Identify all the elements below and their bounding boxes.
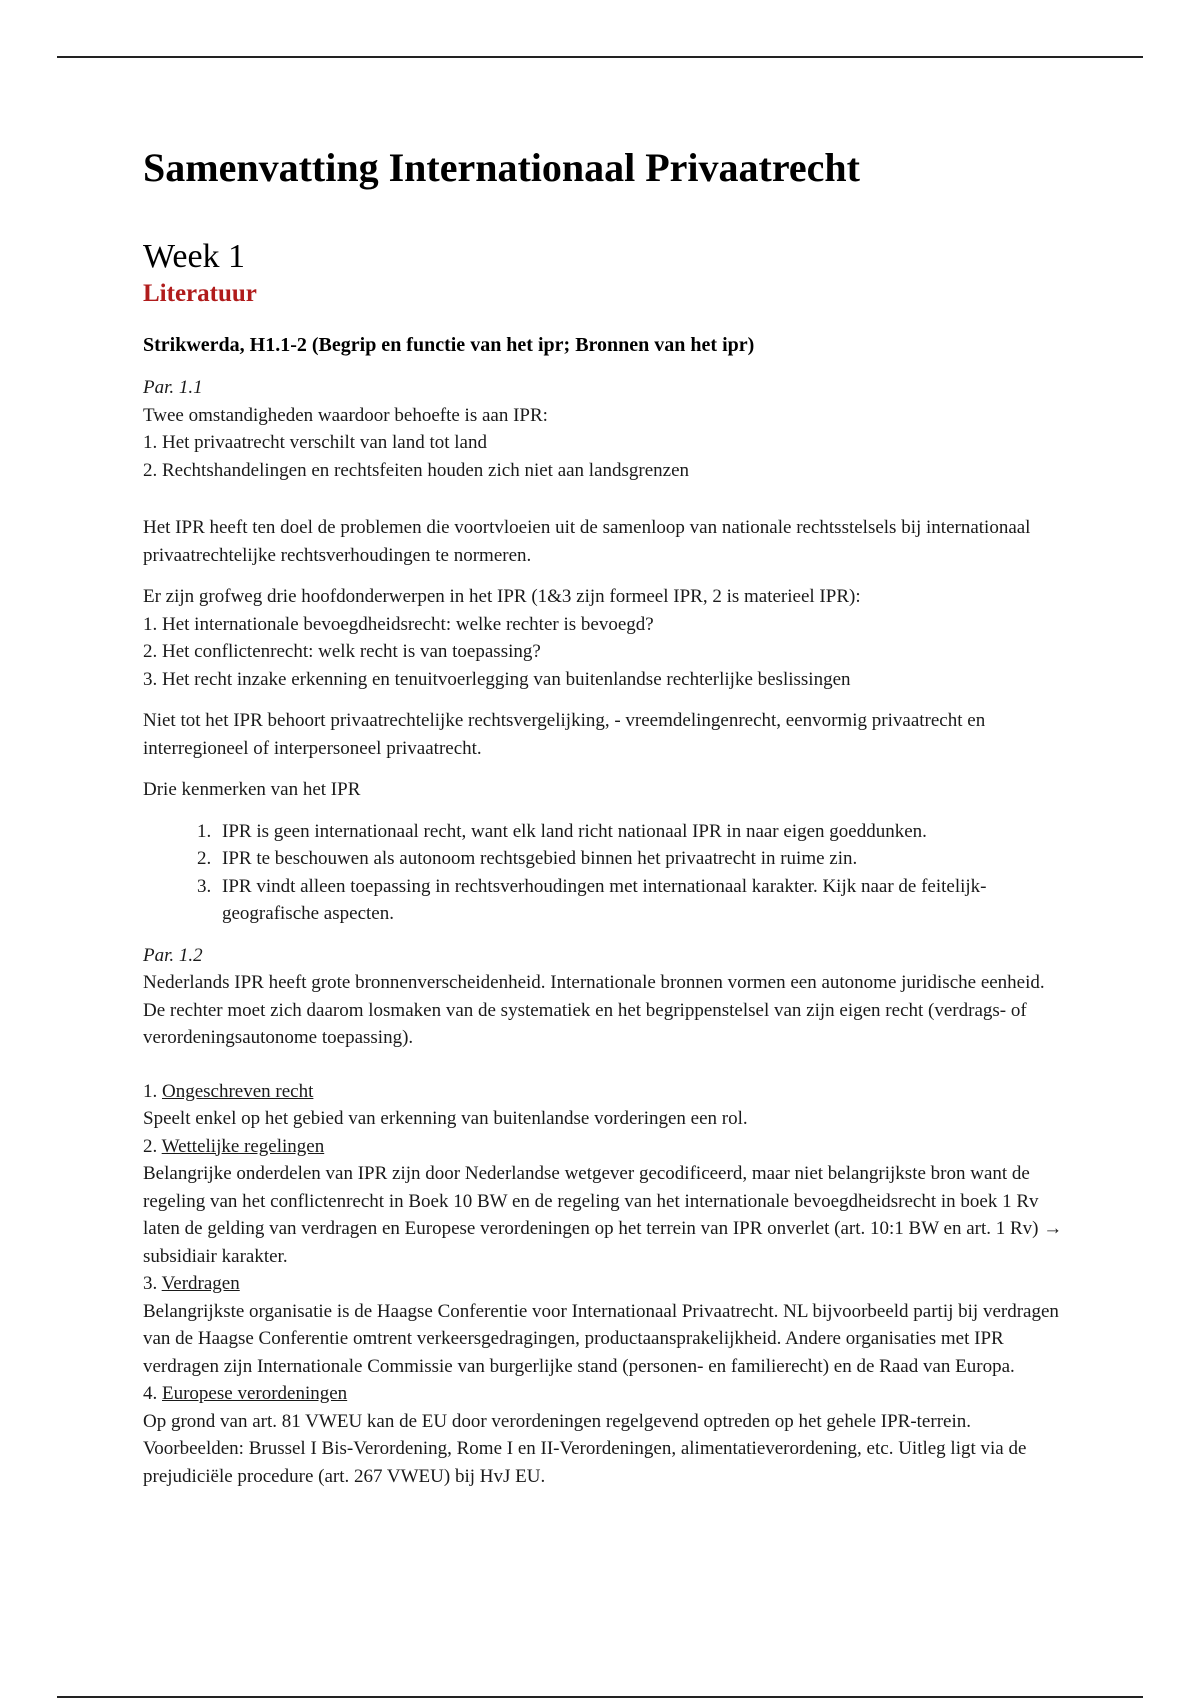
document-body — [143, 138, 1063, 1490]
source-number: 4. — [143, 1383, 162, 1404]
source-label: Europese verordeningen — [162, 1383, 348, 1404]
source-text: Belangrijkste organisatie is de Haagse Conferentie voor Internationaal Privaatrecht. NL bijvoorbeeld partij bij verdragen van de Haagse Conferentie omtrent verkeersgedragingen, productaansprakelijkheid. Andere organisaties met IPR verdragen zijn Internationale Commissie van burgerlijke stand (personen- en familierecht) en de Raad van Europa. — [143, 1300, 1059, 1377]
source-text: Speelt enkel op het gebied van erkenning van buitenlandse vorderingen een rol. — [143, 1108, 748, 1129]
par-1-2-title: Par. 1.2 — [143, 944, 203, 966]
characteristics-intro: Drie kenmerken van het IPR — [143, 779, 361, 800]
par-1-1-line: 2. Rechtshandelingen en rechtsfeiten houden zich niet aan landsgrenzen — [143, 459, 690, 481]
literature-heading: Literatuur — [143, 280, 257, 307]
main-topics-line: 3. Het recht inzake erkenning en tenuitvoerlegging van buitenlandse rechterlijke beslissingen — [143, 668, 851, 690]
list-item: 1. IPR is geen internationaal recht, want elk land richt nationaal IPR in naar eigen goeddunken. — [216, 818, 1063, 846]
par-1-1-line: Twee omstandigheden waardoor behoefte is aan IPR: — [143, 404, 548, 426]
main-topics-block — [143, 583, 1063, 693]
source-number: 1. — [143, 1080, 162, 1102]
ipr-goal-paragraph: Het IPR heeft ten doel de problemen die voortvloeien uit de samenloop van nationale rechtsstelsels bij internationaal privaatrechtelijke rechtsverhoudingen te normeren. — [143, 517, 1031, 566]
source-label: Verdragen — [161, 1273, 240, 1294]
source-text: Op grond van art. 81 VWEU kan de EU door verordeningen regelgevend optreden op het gehele IPR-terrein. Voorbeelden: Brussel I Bis-Verordening, Rome I en II-Verordeningen, alimentatieverordening, etc. Uitleg ligt via de prejudiciële procedure (art. 267 VWEU) bij HvJ EU. — [143, 1410, 1027, 1487]
main-topics-line: 1. Het internationale bevoegdheidsrecht: welke rechter is bevoegd? — [143, 613, 654, 635]
par-1-1-title: Par. 1.1 — [143, 377, 203, 398]
characteristics-list — [143, 818, 1063, 928]
source-text: Belangrijke onderdelen van IPR zijn door Nederlandse wetgever gecodificeerd, maar niet belangrijkste bron want de regeling van het conflictenrecht in Boek 10 BW en de regeling van het internationale bevoegdheidsrecht in boek 1 Rv laten de gelding van verdragen en Europese verordeningen op het terrein van IPR onverlet (art. 10:1 BW en art. 1 Rv) → subsidiair karakter. — [143, 1163, 1063, 1267]
source-label-line — [143, 1380, 1063, 1408]
bottom-rule — [57, 1696, 1143, 1698]
par-1-1-line: 1. Het privaatrecht verschilt van land tot land — [143, 432, 487, 453]
source-label-line — [143, 1133, 1063, 1161]
top-rule — [57, 56, 1143, 58]
source-number: 2. — [143, 1135, 162, 1157]
list-item: 3. IPR vindt alleen toepassing in rechtsverhoudingen met internationaal karakter. Kijk naar de feitelijk-geografische aspecten. — [216, 873, 1063, 928]
par-1-2-section — [143, 942, 1063, 1052]
not-ipr-paragraph: Niet tot het IPR behoort privaatrechtelijke rechtsvergelijking, - vreemdelingenrecht, eenvormig privaatrecht en interregioneel of interpersoneel privaatrecht. — [143, 710, 986, 759]
document-title: Samenvatting Internationaal Privaatrecht — [143, 145, 860, 190]
source-label: Wettelijke regelingen — [161, 1135, 325, 1157]
sources-block — [143, 1078, 1063, 1491]
main-topics-line: Er zijn grofweg drie hoofdonderwerpen in het IPR (1&3 zijn formeel IPR, 2 is materieel IPR): — [143, 586, 861, 607]
source-heading: Strikwerda, H1.1-2 (Begrip en functie van het ipr; Bronnen van het ipr) — [143, 334, 755, 356]
source-number: 3. — [143, 1273, 162, 1294]
source-label-line — [143, 1078, 1063, 1106]
source-label: Ongeschreven recht — [162, 1080, 314, 1102]
source-label-line — [143, 1270, 1063, 1298]
main-topics-line: 2. Het conflictenrecht: welk recht is van toepassing? — [143, 641, 541, 662]
week-heading: Week 1 — [143, 238, 246, 275]
par-1-1-section — [143, 374, 1063, 484]
par-1-2-intro: Nederlands IPR heeft grote bronnenverscheidenheid. Internationale bronnen vormen een autonome juridische eenheid. De rechter moet zich daarom losmaken van de systematiek en het begrippenstelsel van zijn eigen recht (verdrags- of verordeningsautonome toepassing). — [143, 972, 1045, 1048]
list-item: 2. IPR te beschouwen als autonoom rechtsgebied binnen het privaatrecht in ruime zin. — [216, 845, 1063, 873]
